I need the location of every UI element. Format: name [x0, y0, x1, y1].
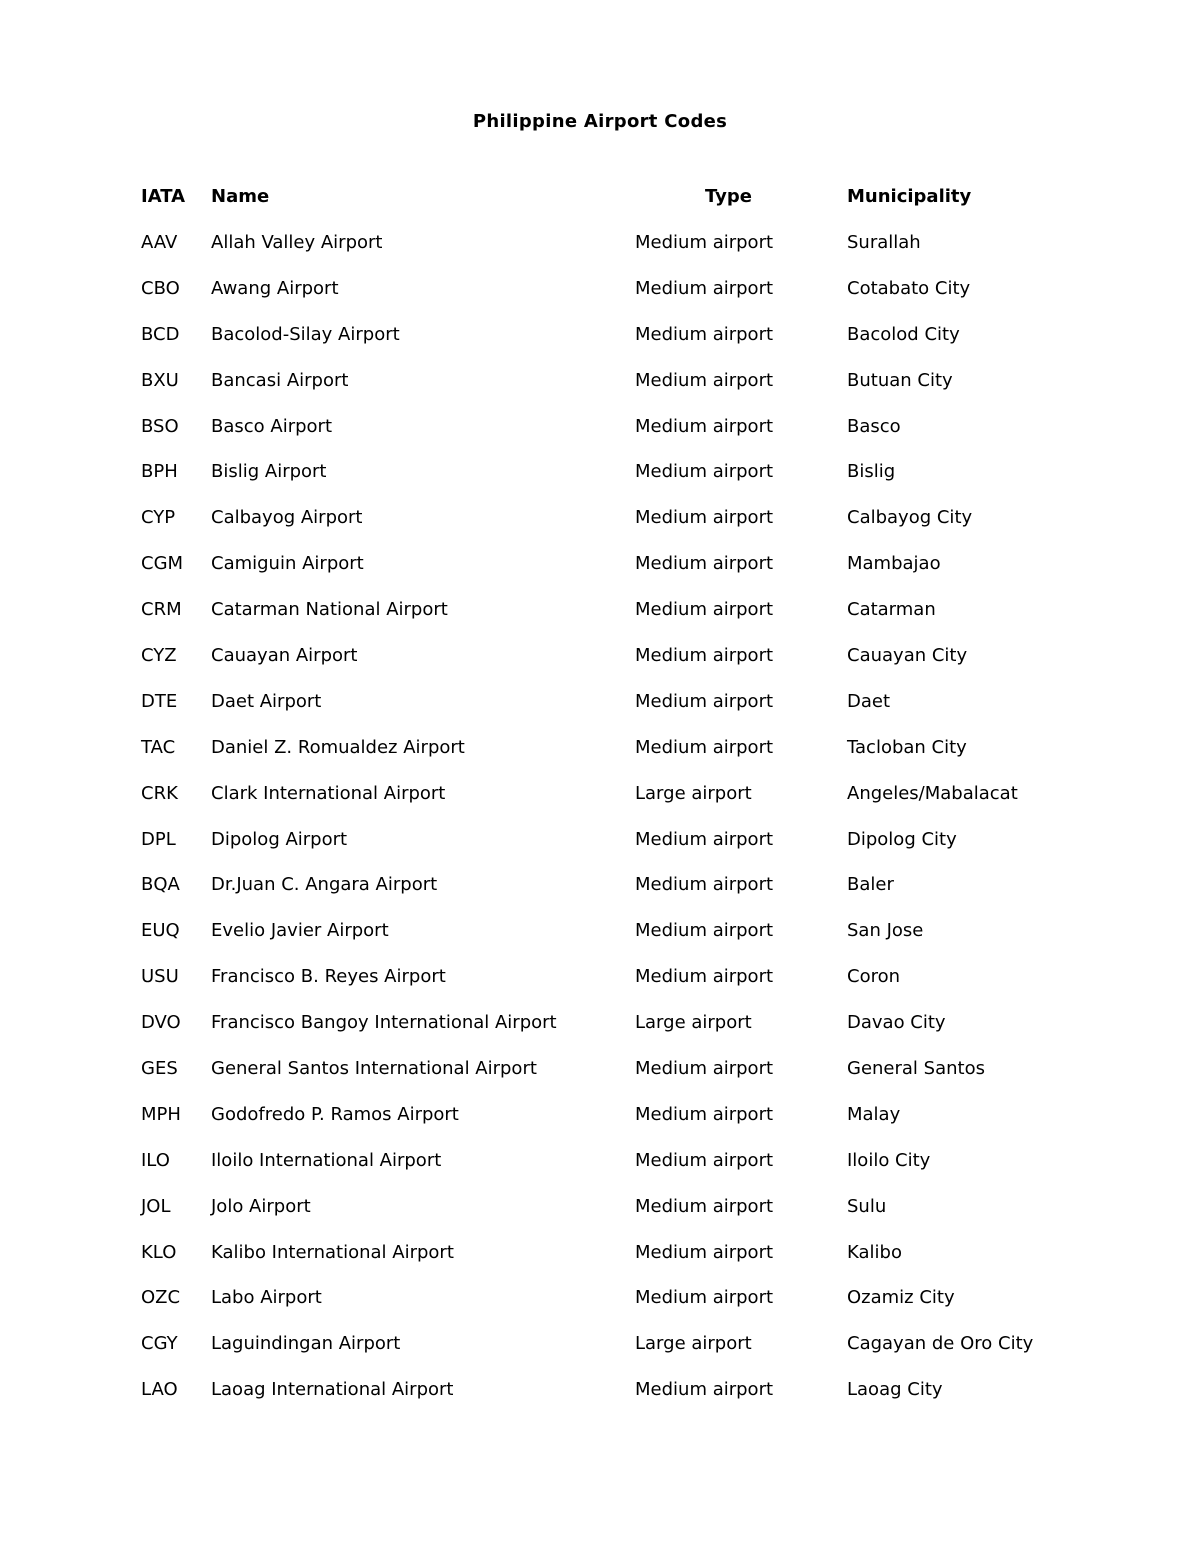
- cell-type: Medium airport: [635, 645, 774, 667]
- cell-municipality: Calbayog City: [847, 507, 973, 529]
- page-title: Philippine Airport Codes: [472, 111, 728, 132]
- table-row: [0, 919, 1200, 965]
- cell-type: Medium airport: [635, 232, 774, 253]
- cell-name: Bislig Airport: [211, 461, 327, 483]
- cell-type: Medium airport: [635, 736, 774, 758]
- cell-municipality: Bislig: [847, 461, 896, 483]
- cell-municipality: Tacloban City: [847, 736, 967, 758]
- table-row: [0, 369, 1200, 415]
- table-row: [0, 1011, 1200, 1057]
- airport-table-body: [0, 231, 1200, 1424]
- cell-municipality: Sulu: [847, 1195, 887, 1217]
- cell-iata: BCD: [141, 323, 180, 345]
- cell-iata: CRM: [141, 599, 182, 621]
- cell-iata: JOL: [141, 1195, 171, 1217]
- cell-iata: AAV: [141, 232, 178, 253]
- cell-iata: BPH: [141, 461, 178, 483]
- cell-name: Kalibo International Airport: [211, 1241, 454, 1263]
- cell-type: Medium airport: [635, 1241, 774, 1263]
- table-row: [0, 782, 1200, 828]
- cell-type: Medium airport: [635, 1195, 774, 1217]
- cell-name: Cauayan Airport: [211, 645, 358, 667]
- cell-name: Daet Airport: [211, 690, 322, 712]
- header-type: Type: [705, 186, 752, 207]
- cell-iata: EUQ: [141, 920, 180, 942]
- cell-type: Medium airport: [635, 966, 774, 988]
- table-row: [0, 690, 1200, 736]
- table-row: [0, 506, 1200, 552]
- cell-name: Bacolod-Silay Airport: [211, 323, 400, 345]
- table-row: [0, 1241, 1200, 1287]
- cell-municipality: Iloilo City: [847, 1149, 931, 1171]
- cell-type: Medium airport: [635, 828, 774, 850]
- cell-municipality: Cotabato City: [847, 277, 971, 299]
- cell-name: Evelio Javier Airport: [211, 920, 389, 942]
- cell-name: Labo Airport: [211, 1287, 322, 1309]
- cell-iata: CYP: [141, 507, 176, 529]
- cell-type: Medium airport: [635, 1103, 774, 1125]
- cell-type: Medium airport: [635, 690, 774, 712]
- header-name: Name: [211, 186, 270, 207]
- cell-name: Awang Airport: [211, 277, 339, 299]
- cell-iata: CGY: [141, 1333, 178, 1355]
- table-row: [0, 552, 1200, 598]
- table-row: [0, 1057, 1200, 1103]
- cell-name: Camiguin Airport: [211, 553, 364, 575]
- cell-municipality: Cagayan de Oro City: [847, 1333, 1034, 1355]
- cell-iata: CBO: [141, 277, 180, 299]
- cell-municipality: San Jose: [847, 920, 924, 942]
- cell-municipality: Malay: [847, 1103, 901, 1125]
- cell-municipality: Daet: [847, 690, 891, 712]
- cell-iata: OZC: [141, 1287, 181, 1309]
- table-row: [0, 965, 1200, 1011]
- cell-iata: ILO: [141, 1149, 170, 1171]
- table-row: [0, 644, 1200, 690]
- cell-municipality: Dipolog City: [847, 828, 957, 850]
- cell-iata: GES: [141, 1058, 178, 1080]
- table-row: [0, 736, 1200, 782]
- cell-type: Medium airport: [635, 277, 774, 299]
- table-row: [0, 415, 1200, 461]
- cell-name: Dr.Juan C. Angara Airport: [211, 874, 438, 896]
- cell-name: Godofredo P. Ramos Airport: [211, 1103, 459, 1125]
- table-row: [0, 1149, 1200, 1195]
- cell-municipality: Mambajao: [847, 553, 941, 575]
- cell-iata: DTE: [141, 690, 178, 712]
- table-row: [0, 277, 1200, 323]
- cell-type: Medium airport: [635, 369, 774, 391]
- table-row: [0, 323, 1200, 369]
- table-row: [0, 460, 1200, 506]
- table-row: [0, 1103, 1200, 1149]
- cell-type: Large airport: [635, 782, 752, 804]
- cell-type: Medium airport: [635, 507, 774, 529]
- cell-name: Daniel Z. Romualdez Airport: [211, 736, 465, 758]
- header-municipality: Municipality: [847, 186, 972, 207]
- cell-type: Medium airport: [635, 1287, 774, 1309]
- table-row: [0, 1286, 1200, 1332]
- header-iata: IATA: [141, 186, 186, 207]
- table-row: [0, 1195, 1200, 1241]
- cell-type: Large airport: [635, 1333, 752, 1355]
- cell-type: Medium airport: [635, 323, 774, 345]
- cell-iata: CYZ: [141, 645, 177, 667]
- cell-type: Medium airport: [635, 1379, 774, 1401]
- table-row: [0, 1378, 1200, 1424]
- cell-name: Dipolog Airport: [211, 828, 348, 850]
- cell-name: Iloilo International Airport: [211, 1149, 442, 1171]
- cell-name: Calbayog Airport: [211, 507, 363, 529]
- cell-iata: LAO: [141, 1379, 178, 1401]
- cell-name: Allah Valley Airport: [211, 232, 383, 253]
- cell-municipality: Davao City: [847, 1012, 946, 1034]
- table-row: [0, 873, 1200, 919]
- cell-municipality: Laoag City: [847, 1379, 943, 1401]
- cell-iata: BXU: [141, 369, 179, 391]
- cell-iata: CRK: [141, 782, 178, 804]
- cell-municipality: Surallah: [847, 232, 921, 253]
- cell-name: Clark International Airport: [211, 782, 446, 804]
- cell-name: Catarman National Airport: [211, 599, 448, 621]
- cell-municipality: Coron: [847, 966, 901, 988]
- cell-iata: DVO: [141, 1012, 181, 1034]
- cell-name: Francisco B. Reyes Airport: [211, 966, 446, 988]
- cell-name: General Santos International Airport: [211, 1058, 537, 1080]
- cell-iata: TAC: [141, 736, 176, 758]
- cell-type: Medium airport: [635, 553, 774, 575]
- cell-name: Basco Airport: [211, 415, 332, 437]
- cell-type: Medium airport: [635, 874, 774, 896]
- cell-municipality: Cauayan City: [847, 645, 968, 667]
- cell-municipality: Butuan City: [847, 369, 953, 391]
- table-row: [0, 1332, 1200, 1378]
- cell-iata: BQA: [141, 874, 180, 896]
- cell-name: Laoag International Airport: [211, 1379, 454, 1401]
- table-row: [0, 828, 1200, 874]
- cell-name: Laguindingan Airport: [211, 1333, 401, 1355]
- cell-iata: MPH: [141, 1103, 181, 1125]
- cell-type: Large airport: [635, 1012, 752, 1034]
- cell-type: Medium airport: [635, 920, 774, 942]
- cell-iata: BSO: [141, 415, 179, 437]
- cell-type: Medium airport: [635, 1058, 774, 1080]
- cell-iata: USU: [141, 966, 179, 988]
- cell-type: Medium airport: [635, 599, 774, 621]
- cell-name: Jolo Airport: [211, 1195, 311, 1217]
- cell-municipality: Angeles/Mabalacat: [847, 782, 1018, 804]
- cell-type: Medium airport: [635, 415, 774, 437]
- cell-type: Medium airport: [635, 461, 774, 483]
- cell-iata: CGM: [141, 553, 184, 575]
- cell-municipality: Baler: [847, 874, 894, 896]
- cell-name: Bancasi Airport: [211, 369, 349, 391]
- cell-iata: DPL: [141, 828, 176, 850]
- cell-name: Francisco Bangoy International Airport: [211, 1012, 557, 1034]
- table-row: [0, 231, 1200, 277]
- cell-type: Medium airport: [635, 1149, 774, 1171]
- cell-municipality: General Santos: [847, 1058, 985, 1080]
- cell-municipality: Bacolod City: [847, 323, 960, 345]
- cell-iata: KLO: [141, 1241, 177, 1263]
- cell-municipality: Ozamiz City: [847, 1287, 955, 1309]
- cell-municipality: Kalibo: [847, 1241, 902, 1263]
- cell-municipality: Basco: [847, 415, 901, 437]
- table-header: [0, 185, 1200, 209]
- table-row: [0, 598, 1200, 644]
- cell-municipality: Catarman: [847, 599, 936, 621]
